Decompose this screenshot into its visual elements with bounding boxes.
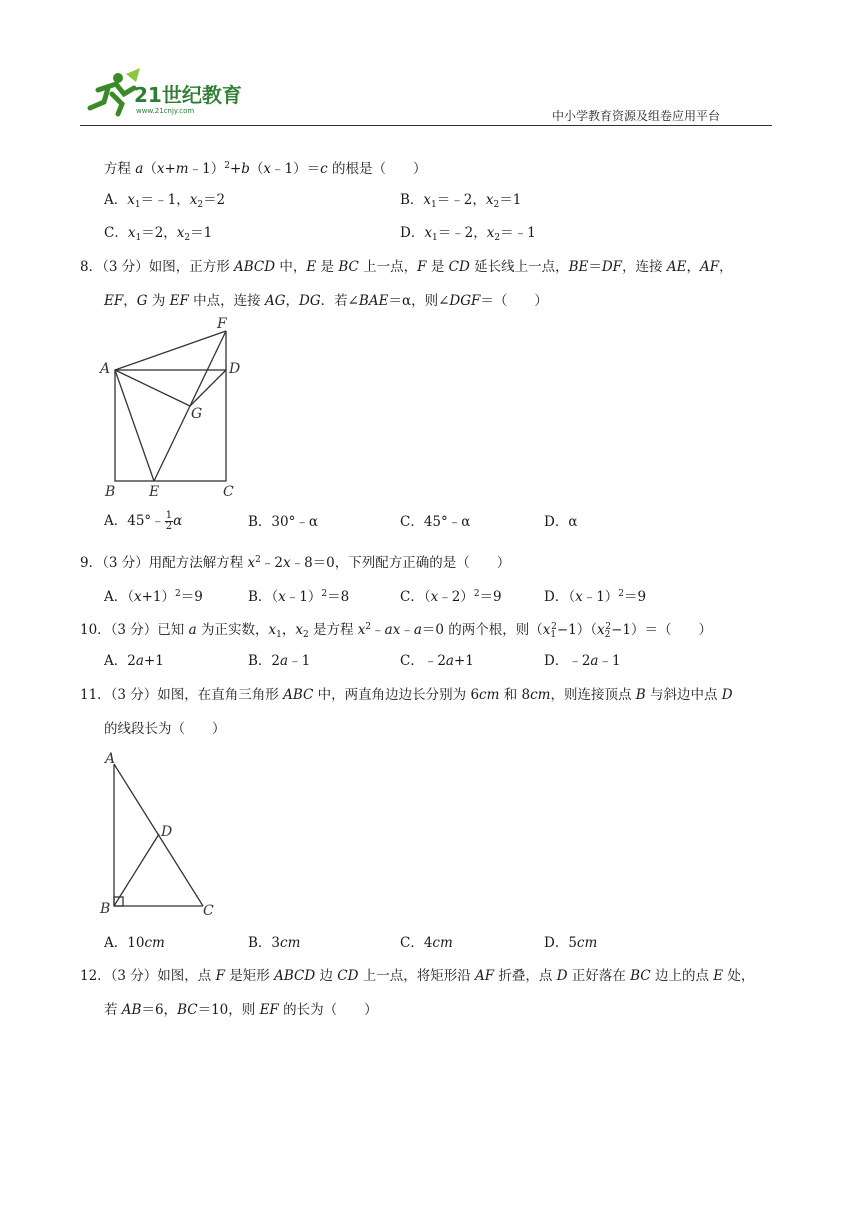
q8-option-c[interactable]: C．45°﹣α bbox=[400, 514, 471, 530]
q9-option-c[interactable]: C．（x﹣2）$^2$＝9 bbox=[400, 589, 502, 605]
q8-option-d[interactable]: D．α bbox=[544, 514, 578, 530]
q9-stem: 9．（3 分）用配方法解方程 $x^2﹣2x﹣8=0$，下列配方正确的是（ ） bbox=[80, 555, 511, 571]
logo-text: 21世纪教育 bbox=[134, 83, 242, 107]
q12-stem-line1: 12．（3 分）如图，点 F 是矩形 ABCD 边 CD 上一点，将矩形沿 AF 折叠，点 D 正好落在 BC 边上的点 E 处， bbox=[80, 968, 755, 984]
label-c: C bbox=[203, 903, 214, 919]
q11-stem-line1: 11．（3 分）如图，在直角三角形 ABC 中，两直角边边长分别为 6cm 和 8cm，则连接顶点 B 与斜边中点 D bbox=[80, 687, 733, 703]
q7-option-b[interactable]: B．$x_1=﹣2$，$x_2=1$ bbox=[400, 192, 522, 210]
q10-stem: 10．（3 分）已知 a 为正实数，$x_1$，$x_2$ 是方程 $x^2﹣ax﹣a=0$ 的两个根，则$(x_1^2-1)(x_2^2-1)=$（ ） bbox=[80, 622, 713, 640]
q9-option-d[interactable]: D．（x﹣1）$^2$＝9 bbox=[544, 589, 647, 605]
q9-option-a[interactable]: A．$(x+1)^2=9$ bbox=[104, 589, 203, 605]
runner-logo-icon bbox=[90, 68, 140, 114]
q11-option-d[interactable]: D．5cm bbox=[544, 935, 598, 951]
q10-option-a[interactable]: A．2a+1 bbox=[104, 653, 164, 669]
q8-stem-line2: EF，G 为 EF 中点，连接 AG，DG．若∠BAE＝α，则∠DGF＝（ ） bbox=[104, 293, 548, 309]
q11-option-c[interactable]: C．4cm bbox=[400, 935, 453, 951]
q7-option-a[interactable]: A．$x_1=﹣1$，$x_2=2$ bbox=[104, 192, 226, 210]
label-c: C bbox=[223, 484, 234, 500]
site-logo bbox=[78, 68, 258, 118]
q10-option-c[interactable]: C．﹣2a+1 bbox=[400, 653, 474, 669]
q10-option-b[interactable]: B．2a﹣1 bbox=[248, 653, 311, 669]
label-f: F bbox=[217, 316, 227, 332]
label-g: G bbox=[191, 406, 203, 422]
label-a: A bbox=[100, 361, 111, 377]
label-d: D bbox=[229, 361, 241, 377]
segment-bd bbox=[114, 834, 159, 906]
label-d: D bbox=[161, 824, 173, 840]
label-e: E bbox=[149, 484, 160, 500]
q7-option-c[interactable]: C．$x_1=2$，$x_2=1$ bbox=[104, 225, 213, 243]
q8-option-b[interactable]: B．30°﹣α bbox=[248, 514, 318, 530]
segment-dg bbox=[190, 370, 226, 406]
q11-option-b[interactable]: B．3cm bbox=[248, 935, 301, 951]
segment-af bbox=[115, 331, 226, 370]
label-b: B bbox=[105, 484, 116, 500]
q8-option-a[interactable]: A．45°﹣ $\frac{1}{2}$ α bbox=[104, 510, 183, 532]
q11-figure bbox=[95, 748, 225, 923]
q7-option-d[interactable]: D．$x_1=﹣2$，$x_2=﹣1$ bbox=[400, 225, 536, 243]
q10-option-d[interactable]: D．﹣2a﹣1 bbox=[544, 653, 621, 669]
segment-ae bbox=[115, 370, 154, 481]
q12-stem-line2: 若 AB＝6，BC＝10，则 EF 的长为（ ） bbox=[104, 1002, 378, 1018]
platform-name: 中小学教育资源及组卷应用平台 bbox=[552, 109, 721, 123]
q9-option-b[interactable]: B．（x﹣1）$^2$＝8 bbox=[248, 589, 350, 605]
q7-stem: 方程 a（x+m﹣1）$^2$+b（x﹣1）＝c 的根是（ ） bbox=[104, 161, 427, 177]
q8-stem-line1: 8．（3 分）如图，正方形 ABCD 中，E 是 BC 上一点，F 是 CD 延长线上一点，BE＝DF，连接 AE，AF， bbox=[80, 259, 733, 275]
header-divider bbox=[80, 125, 772, 126]
label-b: B bbox=[100, 901, 111, 917]
q8-figure bbox=[95, 312, 255, 502]
q11-option-a[interactable]: A．10cm bbox=[104, 935, 165, 951]
q11-stem-line2: 的线段长为（ ） bbox=[104, 721, 226, 737]
label-a: A bbox=[105, 751, 116, 767]
logo-url: www.21cnjy.com bbox=[136, 107, 195, 115]
